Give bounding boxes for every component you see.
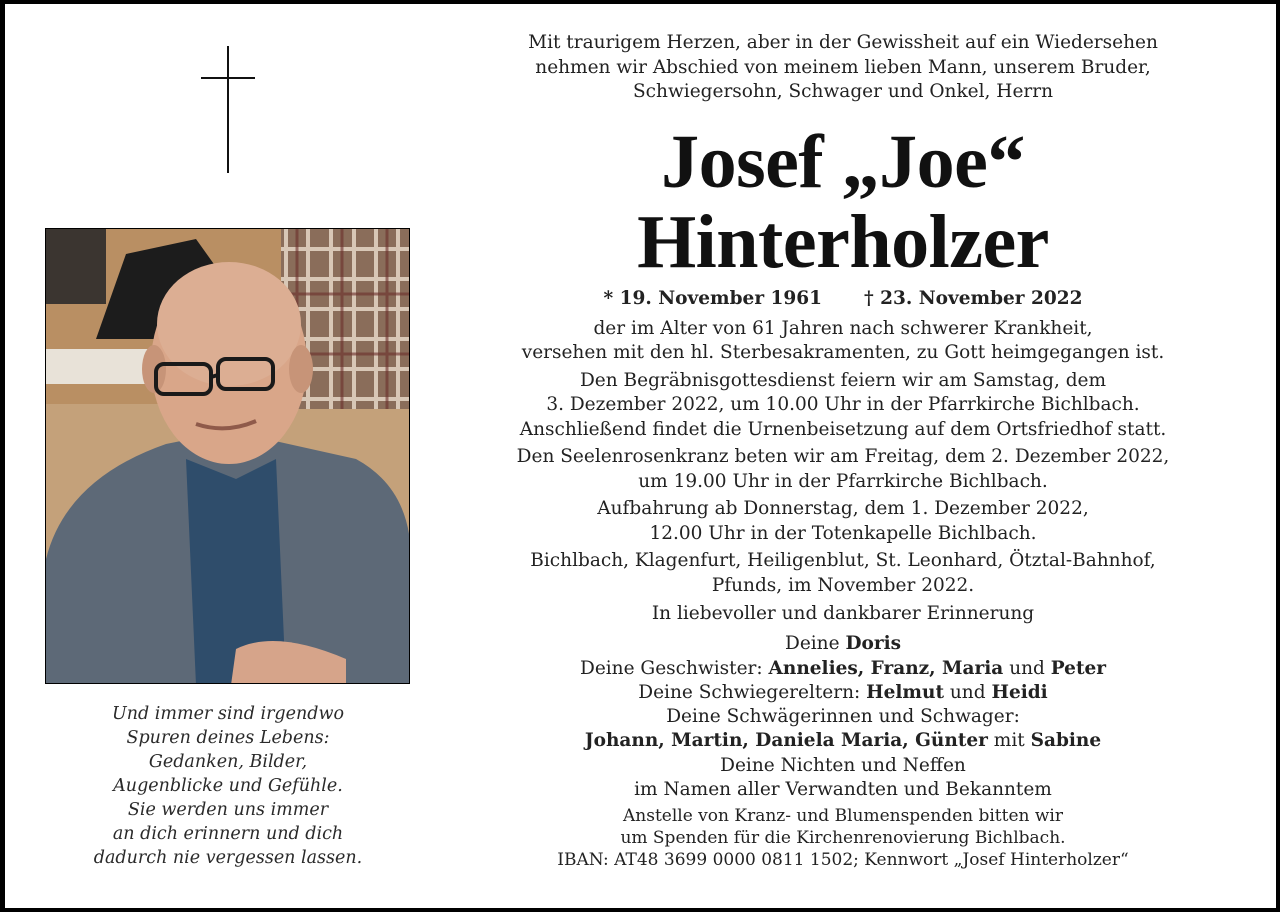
- footer-line: um Spenden für die Kirchenrenovierung Bichlbach.: [620, 828, 1066, 849]
- inlaws-second: Heidi: [991, 681, 1048, 703]
- remembrance-line: In liebevoller und dankbarer Erinnerung: [651, 603, 1035, 624]
- obituary-text: [505, 31, 1181, 871]
- intro-line: Schwiegersohn, Schwager und Onkel, Herrn: [633, 81, 1053, 102]
- death-date: † 23. November 2022: [864, 287, 1083, 309]
- siblings-names: Annelies, Franz, Maria: [768, 657, 1004, 679]
- donation-note: [505, 805, 1181, 871]
- sisters-in-law-last: Sabine: [1030, 730, 1102, 752]
- poem-line: an dich erinnern und dich: [112, 824, 344, 844]
- poem-line: Und immer sind irgendwo: [112, 704, 344, 724]
- memorial-poem: [48, 702, 408, 870]
- paragraph-line: Den Begräbnisgottesdienst feiern wir am Samstag, dem: [579, 369, 1107, 391]
- wife-prefix: Deine: [784, 633, 840, 655]
- sisters-in-law-heading: Deine Schwägerinnen und Schwager:: [666, 706, 1020, 728]
- paragraph: [505, 497, 1181, 546]
- inlaws-first: Helmut: [866, 681, 944, 703]
- nieces-line: Deine Nichten und Neffen: [720, 754, 966, 776]
- poem-line: dadurch nie vergessen lassen.: [93, 848, 363, 868]
- paragraph: [505, 317, 1181, 366]
- paragraph-line: Aufbahrung ab Donnerstag, dem 1. Dezember 2022,: [597, 498, 1089, 519]
- sisters-in-law-line: [505, 729, 1181, 753]
- paragraph-line: Anschließend findet die Urnenbeisetzung auf dem Ortsfriedhof statt.: [519, 418, 1167, 440]
- siblings-line: [505, 657, 1181, 681]
- siblings-prefix: Deine Geschwister:: [579, 657, 763, 679]
- paragraph-line: 12.00 Uhr in der Totenkapelle Bichlbach.: [649, 522, 1037, 544]
- paragraph-line: Bichlbach, Klagenfurt, Heiligenblut, St. Leonhard, Ötztal-Bahnhof,: [530, 550, 1156, 571]
- wife-line: [505, 632, 1181, 656]
- intro-line: Mit traurigem Herzen, aber in der Gewissheit auf ein Wiedersehen: [528, 32, 1158, 53]
- intro-line: nehmen wir Abschied von meinem lieben Mann, unserem Bruder,: [535, 56, 1151, 78]
- poem-line: Gedanken, Bilder,: [148, 752, 308, 772]
- inlaws-prefix: Deine Schwiegereltern:: [638, 681, 861, 703]
- name-first: Josef „Joe“: [661, 119, 1025, 204]
- intro: [505, 31, 1181, 105]
- paragraph: [505, 445, 1181, 494]
- relatives-line: im Namen aller Verwandten und Bekanntem: [634, 779, 1052, 801]
- paragraph-line: versehen mit den hl. Sterbesakramenten, zu Gott heimgegangen ist.: [521, 342, 1165, 363]
- inlaws-line: [505, 681, 1181, 705]
- paragraph-line: um 19.00 Uhr in der Pfarrkirche Bichlbach.: [638, 470, 1048, 492]
- mourners: [505, 602, 1181, 802]
- paragraph: [505, 369, 1181, 443]
- paragraph-line: Pfunds, im November 2022.: [711, 574, 975, 596]
- siblings-and: und: [1009, 657, 1045, 679]
- paragraph-line: Den Seelenrosenkranz beten wir am Freitag, dem 2. Dezember 2022,: [516, 446, 1170, 467]
- paragraph-line: 3. Dezember 2022, um 10.00 Uhr in der Pfarrkirche Bichlbach.: [546, 394, 1140, 415]
- deceased-name: [505, 119, 1181, 284]
- siblings-last: Peter: [1050, 657, 1107, 679]
- birth-date: * 19. November 1961: [603, 287, 822, 309]
- wife-name: Doris: [845, 633, 902, 655]
- sisters-in-law-with: mit: [993, 730, 1025, 752]
- poem-line: Augenblicke und Gefühle.: [113, 776, 343, 796]
- inlaws-and: und: [949, 681, 986, 703]
- cross-icon: [201, 46, 255, 173]
- life-dates: [505, 287, 1181, 311]
- sisters-in-law-names: Johann, Martin, Daniela Maria, Günter: [584, 730, 988, 752]
- poem-line: Spuren deines Lebens:: [126, 728, 330, 748]
- poem-line: Sie werden uns immer: [127, 800, 329, 820]
- name-last: Hinterholzer: [637, 199, 1049, 284]
- paragraph: [505, 549, 1181, 598]
- footer-line: Anstelle von Kranz- und Blumenspenden bitten wir: [623, 806, 1063, 827]
- footer-line: IBAN: AT48 3699 0000 0811 1502; Kennwort „Josef Hinterholzer“: [557, 850, 1129, 871]
- paragraph-line: der im Alter von 61 Jahren nach schwerer Krankheit,: [593, 317, 1093, 339]
- portrait-photo: [45, 228, 410, 684]
